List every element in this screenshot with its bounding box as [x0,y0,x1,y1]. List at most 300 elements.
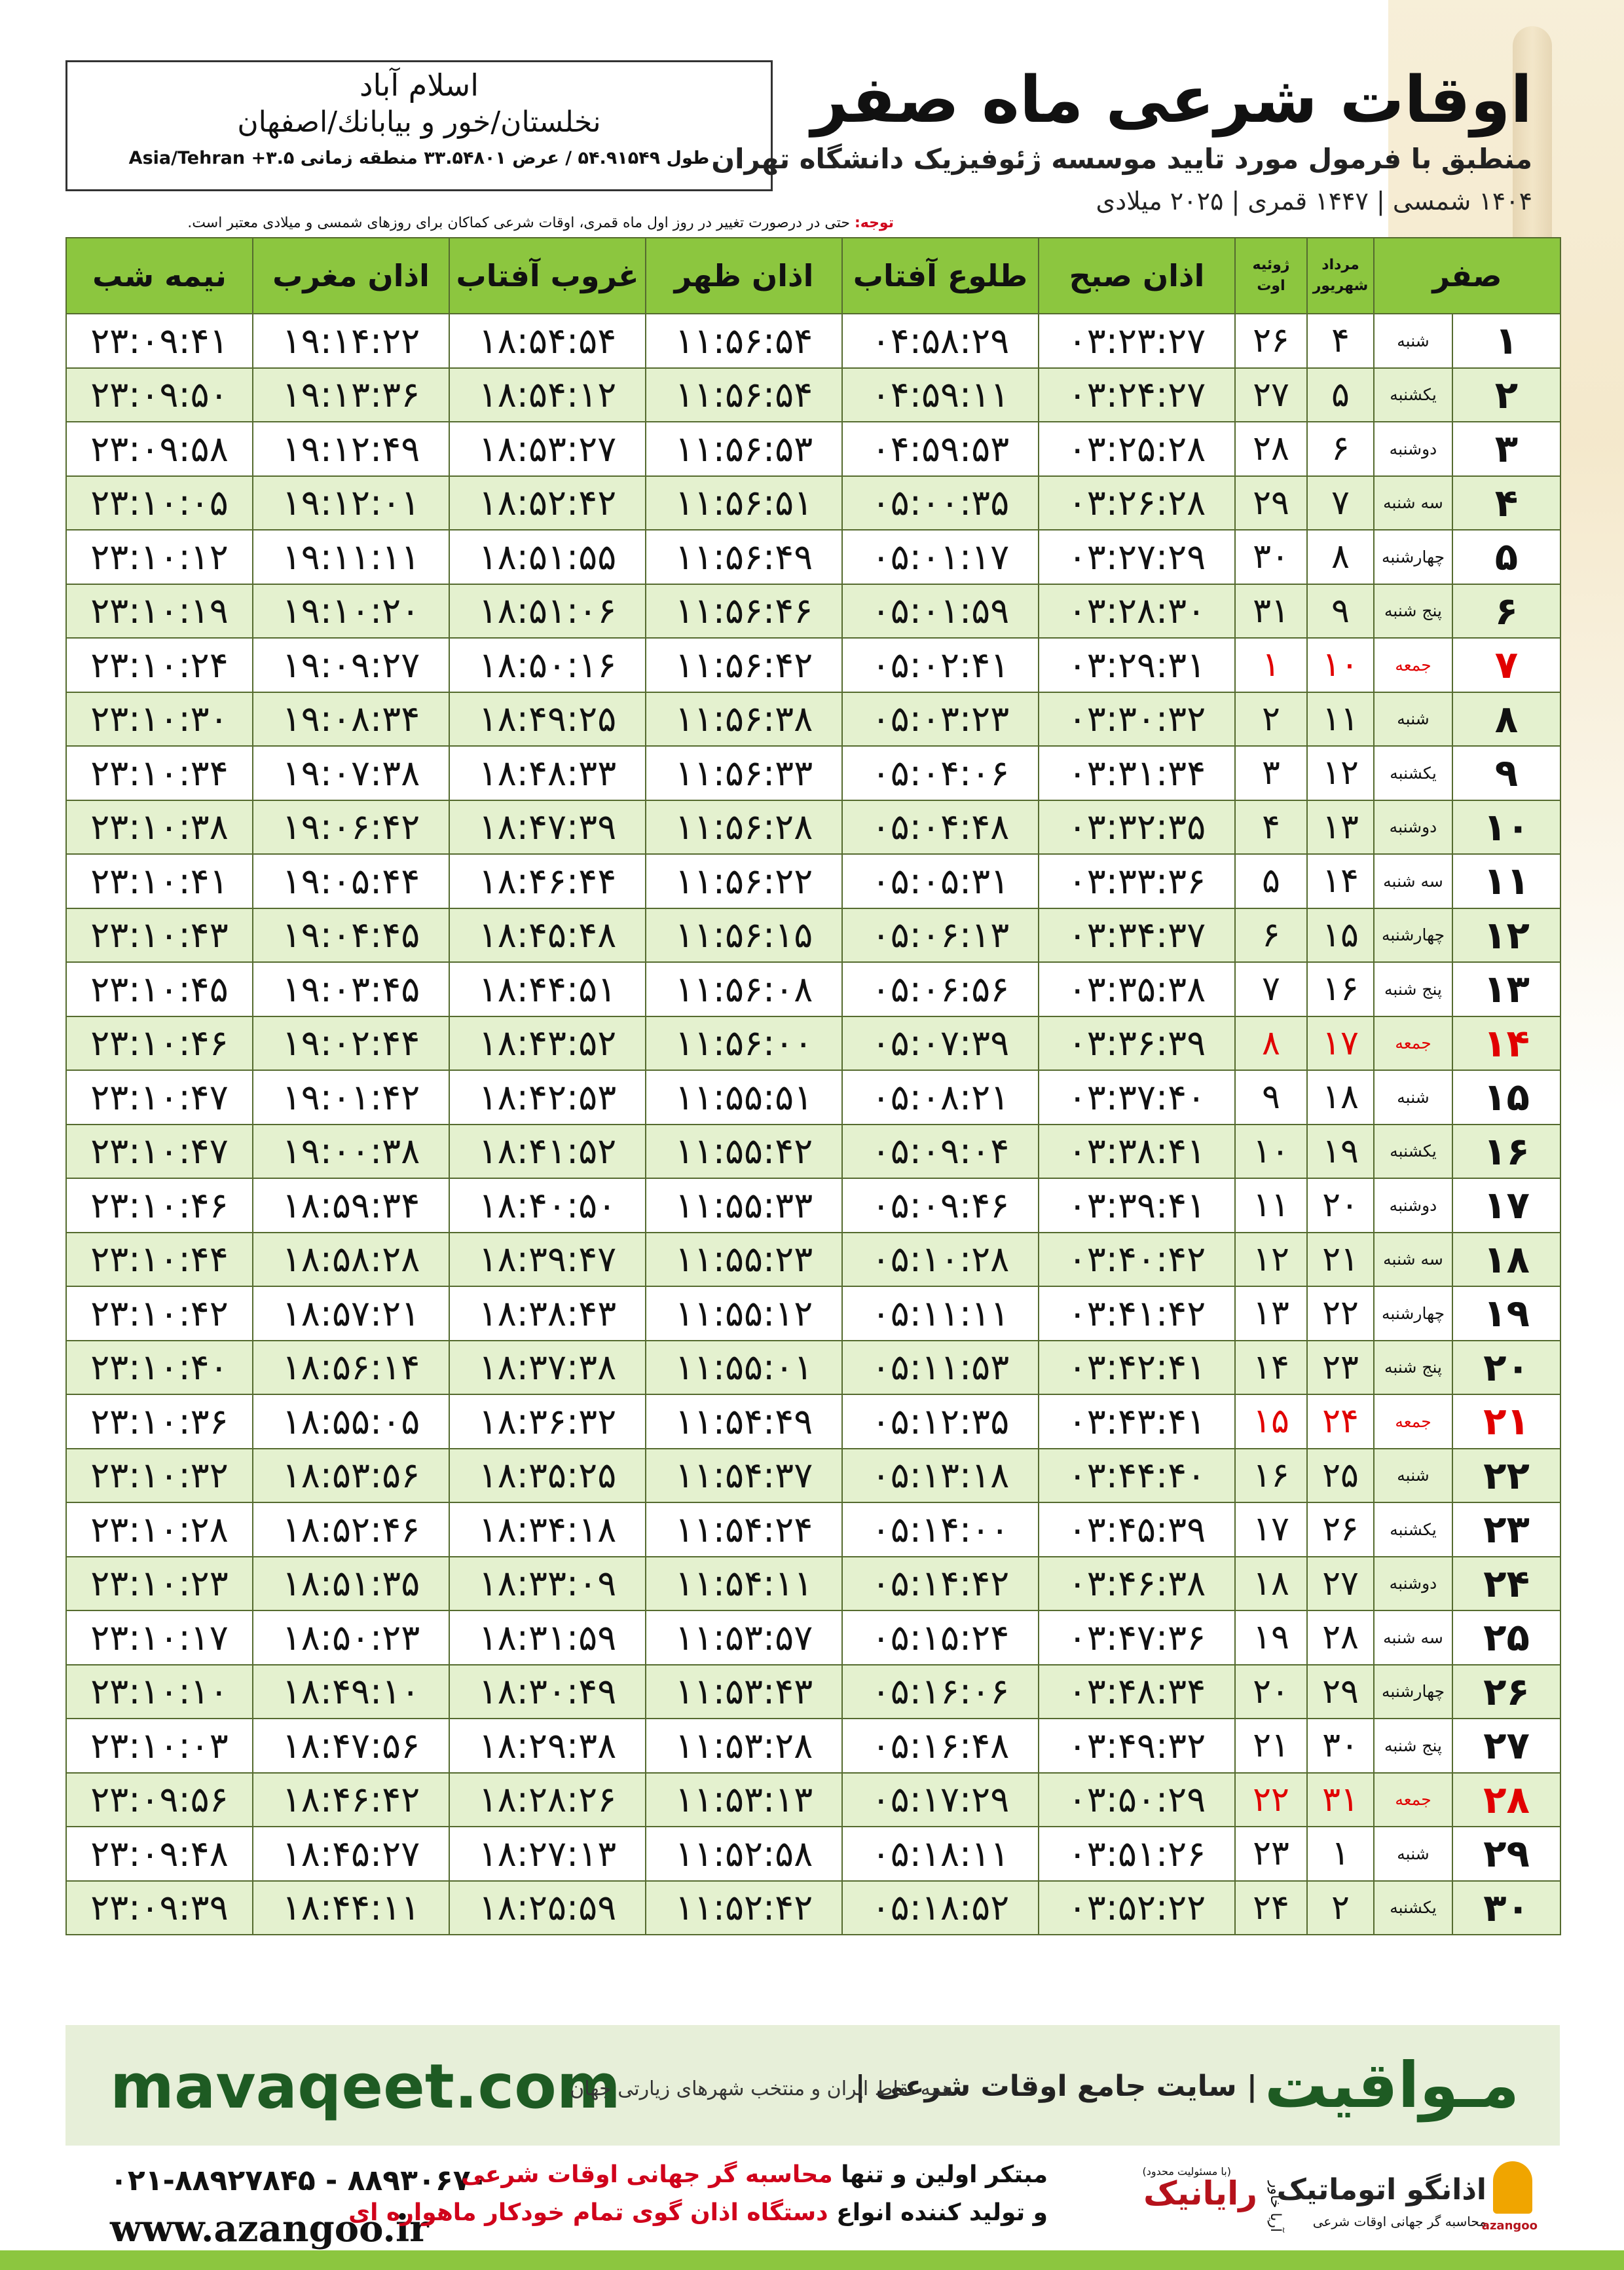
table-body [66,314,1560,1935]
header-midnight: نیمه شب [66,238,253,314]
dhuhr-time-cell: ۱۱:۵۶:۲۸ [646,800,842,855]
midnight-time-cell: ۲۳:۱۰:۰۵ [66,476,253,530]
weekday-cell: پنج شنبه [1374,962,1452,1016]
site-url-link[interactable]: mavaqeet.com [110,2051,621,2123]
maghrib-time-cell: ۱۸:۴۶:۴۲ [253,1773,449,1827]
greg-date-cell: ۵ [1235,854,1307,908]
table-row [66,1665,1560,1719]
weekday-cell: چهارشنبه [1374,908,1452,963]
day-cell: ۲۴ [1452,1557,1560,1611]
midnight-time-cell: ۲۳:۱۰:۲۸ [66,1502,253,1557]
maghrib-time-cell: ۱۸:۵۶:۱۴ [253,1341,449,1395]
weekday-cell: دوشنبه [1374,800,1452,855]
midnight-time-cell: ۲۳:۱۰:۲۳ [66,1557,253,1611]
day-cell: ۲۱ [1452,1394,1560,1449]
table-row [66,1773,1560,1827]
midnight-time-cell: ۲۳:۱۰:۰۳ [66,1719,253,1773]
sunrise-time-cell: ۰۵:۰۸:۲۱ [842,1070,1039,1125]
azangoo-icon [1493,2161,1532,2214]
sunset-time-cell: ۱۸:۲۵:۵۹ [449,1881,646,1935]
fajr-time-cell: ۰۳:۳۵:۳۸ [1039,962,1235,1016]
fajr-time-cell: ۰۳:۲۴:۲۷ [1039,368,1235,422]
weekday-cell: دوشنبه [1374,1178,1452,1233]
sunrise-time-cell: ۰۵:۰۵:۳۱ [842,854,1039,908]
promo-line-2 [348,2199,1048,2226]
sunset-time-cell: ۱۸:۳۷:۳۸ [449,1341,646,1395]
dhuhr-time-cell: ۱۱:۵۶:۴۶ [646,584,842,639]
fajr-time-cell: ۰۳:۳۶:۳۹ [1039,1016,1235,1071]
day-cell: ۸ [1452,692,1560,747]
phone-numbers: ۰۲۱-۸۸۹۲۷۸۴۵ - ۸۸۹۳۰۶۷۰ [110,2164,489,2197]
table-row [66,476,1560,530]
table-row [66,908,1560,963]
table-row [66,368,1560,422]
table-row [66,584,1560,639]
fajr-time-cell: ۰۳:۴۱:۴۲ [1039,1286,1235,1341]
maghrib-time-cell: ۱۹:۰۳:۴۵ [253,962,449,1016]
sunrise-time-cell: ۰۵:۱۳:۱۸ [842,1449,1039,1503]
dhuhr-time-cell: ۱۱:۵۶:۳۸ [646,692,842,747]
brand-description: | سایت جامع اوقات شرعی | [855,2070,1257,2103]
midnight-time-cell: ۲۳:۱۰:۱۷ [66,1610,253,1665]
maghrib-time-cell: ۱۸:۵۷:۲۱ [253,1286,449,1341]
maghrib-time-cell: ۱۹:۰۵:۴۴ [253,854,449,908]
solar-date-cell: ۱۲ [1307,746,1374,800]
fajr-time-cell: ۰۳:۵۲:۲۲ [1039,1881,1235,1935]
fajr-time-cell: ۰۳:۳۷:۴۰ [1039,1070,1235,1125]
midnight-time-cell: ۲۳:۱۰:۴۶ [66,1178,253,1233]
sunset-time-cell: ۱۸:۳۰:۴۹ [449,1665,646,1719]
day-cell: ۷ [1452,638,1560,692]
sunset-time-cell: ۱۸:۴۴:۵۱ [449,962,646,1016]
header-sunset: غروب آفتاب [449,238,646,314]
day-cell: ۱۰ [1452,800,1560,855]
fajr-time-cell: ۰۳:۲۹:۳۱ [1039,638,1235,692]
dhuhr-time-cell: ۱۱:۵۶:۱۵ [646,908,842,963]
dhuhr-time-cell: ۱۱:۵۶:۰۰ [646,1016,842,1071]
greg-date-cell: ۲۴ [1235,1881,1307,1935]
greg-date-cell: ۱۹ [1235,1610,1307,1665]
sunset-time-cell: ۱۸:۵۴:۱۲ [449,368,646,422]
weekday-cell: سه شنبه [1374,1610,1452,1665]
dhuhr-time-cell: ۱۱:۵۳:۴۳ [646,1665,842,1719]
greg-date-cell: ۴ [1235,800,1307,855]
sunrise-time-cell: ۰۵:۱۱:۱۱ [842,1286,1039,1341]
dhuhr-time-cell: ۱۱:۵۶:۴۹ [646,530,842,584]
table-row [66,638,1560,692]
header-fajr: اذان صبح [1039,238,1235,314]
weekday-cell: دوشنبه [1374,1557,1452,1611]
dhuhr-time-cell: ۱۱:۵۶:۵۴ [646,314,842,368]
note-label: توجه: [854,215,894,231]
midnight-time-cell: ۲۳:۱۰:۴۷ [66,1070,253,1125]
day-cell: ۱۳ [1452,962,1560,1016]
day-cell: ۶ [1452,584,1560,639]
day-cell: ۱۵ [1452,1070,1560,1125]
dhuhr-time-cell: ۱۱:۵۵:۲۳ [646,1233,842,1287]
bottom-bar [0,2250,1624,2270]
page-title: اوقات شرعی ماه صفر [811,63,1532,138]
fajr-time-cell: ۰۳:۳۳:۳۶ [1039,854,1235,908]
sunrise-time-cell: ۰۴:۵۸:۲۹ [842,314,1039,368]
solar-date-cell: ۲۴ [1307,1394,1374,1449]
maghrib-time-cell: ۱۸:۴۷:۵۶ [253,1719,449,1773]
fajr-time-cell: ۰۳:۲۸:۳۰ [1039,584,1235,639]
table-row [66,746,1560,800]
weekday-cell: شنبه [1374,692,1452,747]
day-cell: ۲۶ [1452,1665,1560,1719]
table-row [66,962,1560,1016]
fajr-time-cell: ۰۳:۵۱:۲۶ [1039,1827,1235,1881]
greg-date-cell: ۲۹ [1235,476,1307,530]
weekday-cell: شنبه [1374,1449,1452,1503]
sunset-time-cell: ۱۸:۵۴:۵۴ [449,314,646,368]
sunrise-time-cell: ۰۵:۱۸:۱۱ [842,1827,1039,1881]
dhuhr-time-cell: ۱۱:۵۶:۰۸ [646,962,842,1016]
location-box [65,60,773,191]
sunset-time-cell: ۱۸:۳۵:۲۵ [449,1449,646,1503]
maghrib-time-cell: ۱۹:۰۱:۴۲ [253,1070,449,1125]
dhuhr-time-cell: ۱۱:۵۶:۲۲ [646,854,842,908]
maghrib-time-cell: ۱۹:۰۹:۲۷ [253,638,449,692]
greg-date-cell: ۱۸ [1235,1557,1307,1611]
solar-date-cell: ۸ [1307,530,1374,584]
table-row [66,1827,1560,1881]
table-row [66,1178,1560,1233]
midnight-time-cell: ۲۳:۱۰:۴۶ [66,1016,253,1071]
midnight-time-cell: ۲۳:۱۰:۴۷ [66,1125,253,1179]
table-row [66,1070,1560,1125]
sunrise-time-cell: ۰۵:۱۵:۲۴ [842,1610,1039,1665]
dhuhr-time-cell: ۱۱:۵۶:۵۳ [646,422,842,476]
note [187,215,894,231]
fajr-time-cell: ۰۳:۴۸:۳۴ [1039,1665,1235,1719]
table-row [66,1449,1560,1503]
midnight-time-cell: ۲۳:۱۰:۳۲ [66,1449,253,1503]
fajr-time-cell: ۰۳:۲۵:۲۸ [1039,422,1235,476]
solar-date-cell: ۲۱ [1307,1233,1374,1287]
sunset-time-cell: ۱۸:۳۸:۴۳ [449,1286,646,1341]
solar-date-cell: ۲۲ [1307,1286,1374,1341]
sunrise-time-cell: ۰۵:۱۶:۰۶ [842,1665,1039,1719]
table-row [66,692,1560,747]
greg-date-cell: ۷ [1235,962,1307,1016]
midnight-time-cell: ۲۳:۱۰:۴۱ [66,854,253,908]
greg-date-cell: ۲۸ [1235,422,1307,476]
table-row [66,1286,1560,1341]
maghrib-time-cell: ۱۹:۱۲:۰۱ [253,476,449,530]
fajr-time-cell: ۰۳:۳۲:۳۵ [1039,800,1235,855]
sunset-time-cell: ۱۸:۴۱:۵۲ [449,1125,646,1179]
greg-date-cell: ۱ [1235,638,1307,692]
greg-date-cell: ۸ [1235,1016,1307,1071]
fajr-time-cell: ۰۳:۴۷:۳۶ [1039,1610,1235,1665]
maghrib-time-cell: ۱۹:۰۸:۳۴ [253,692,449,747]
solar-date-cell: ۱۰ [1307,638,1374,692]
maghrib-time-cell: ۱۹:۰۰:۳۸ [253,1125,449,1179]
day-cell: ۱۶ [1452,1125,1560,1179]
table-row [66,314,1560,368]
solar-date-cell: ۱۹ [1307,1125,1374,1179]
fajr-time-cell: ۰۳:۴۰:۴۲ [1039,1233,1235,1287]
sunset-time-cell: ۱۸:۴۸:۳۳ [449,746,646,800]
dhuhr-time-cell: ۱۱:۵۶:۵۱ [646,476,842,530]
greg-date-cell: ۳۱ [1235,584,1307,639]
sunrise-time-cell: ۰۴:۵۹:۱۱ [842,368,1039,422]
sunrise-time-cell: ۰۵:۰۶:۵۶ [842,962,1039,1016]
sunset-time-cell: ۱۸:۴۷:۳۹ [449,800,646,855]
weekday-cell: شنبه [1374,1070,1452,1125]
greg-date-cell: ۲۱ [1235,1719,1307,1773]
table-row [66,1719,1560,1773]
fajr-time-cell: ۰۳:۳۴:۳۷ [1039,908,1235,963]
solar-date-cell: ۴ [1307,314,1374,368]
dhuhr-time-cell: ۱۱:۵۳:۲۸ [646,1719,842,1773]
midnight-time-cell: ۲۳:۰۹:۵۸ [66,422,253,476]
dhuhr-time-cell: ۱۱:۵۴:۴۹ [646,1394,842,1449]
greg-date-cell: ۲۳ [1235,1827,1307,1881]
sunset-time-cell: ۱۸:۴۲:۵۳ [449,1070,646,1125]
rayanik-side-text: آریا خاور [1267,2181,1283,2233]
sunrise-time-cell: ۰۵:۱۱:۵۳ [842,1341,1039,1395]
dhuhr-time-cell: ۱۱:۵۳:۱۳ [646,1773,842,1827]
sunrise-time-cell: ۰۵:۰۱:۵۹ [842,584,1039,639]
solar-date-cell: ۳۱ [1307,1773,1374,1827]
midnight-time-cell: ۲۳:۰۹:۴۱ [66,314,253,368]
day-cell: ۲۸ [1452,1773,1560,1827]
weekday-cell: یکشنبه [1374,1502,1452,1557]
coordinates: طول ۵۴.۹۱۵۴۹ / عرض ۳۳.۵۴۸۰۱ منطقه زمانی ۳.۵+ Asia/Tehran [128,148,710,168]
page-subtitle: منطبق با فرمول مورد تایید موسسه ژئوفیزیک دانشگاه تهران [711,143,1532,175]
year-dates: ۱۴۰۴ شمسی | ۱۴۴۷ قمری | ۲۰۲۵ میلادی [1096,187,1532,215]
solar-date-cell: ۱ [1307,1827,1374,1881]
table-row [66,1233,1560,1287]
weekday-cell: سه شنبه [1374,1233,1452,1287]
fajr-time-cell: ۰۳:۴۳:۴۱ [1039,1394,1235,1449]
day-cell: ۹ [1452,746,1560,800]
midnight-time-cell: ۲۳:۱۰:۱۰ [66,1665,253,1719]
maghrib-time-cell: ۱۸:۵۹:۳۴ [253,1178,449,1233]
sunset-time-cell: ۱۸:۳۹:۴۷ [449,1233,646,1287]
sunrise-time-cell: ۰۵:۰۱:۱۷ [842,530,1039,584]
sunrise-time-cell: ۰۵:۰۷:۳۹ [842,1016,1039,1071]
weekday-cell: پنج شنبه [1374,1719,1452,1773]
table-row [66,1394,1560,1449]
weekday-cell: سه شنبه [1374,476,1452,530]
table-row [66,854,1560,908]
fajr-time-cell: ۰۳:۴۹:۳۲ [1039,1719,1235,1773]
table-row [66,1881,1560,1935]
midnight-time-cell: ۲۳:۱۰:۲۴ [66,638,253,692]
weekday-cell: پنج شنبه [1374,1341,1452,1395]
solar-date-cell: ۳۰ [1307,1719,1374,1773]
greg-date-cell: ۶ [1235,908,1307,963]
sunrise-time-cell: ۰۵:۰۴:۰۶ [842,746,1039,800]
midnight-time-cell: ۲۳:۱۰:۴۲ [66,1286,253,1341]
website-link[interactable]: www.azangoo.ir [110,2207,429,2250]
midnight-time-cell: ۲۳:۱۰:۳۸ [66,800,253,855]
fajr-time-cell: ۰۳:۲۳:۲۷ [1039,314,1235,368]
dhuhr-time-cell: ۱۱:۵۴:۳۷ [646,1449,842,1503]
brand-logo: مـواقیت [1264,2049,1519,2122]
solar-date-cell: ۲۰ [1307,1178,1374,1233]
solar-date-cell: ۱۷ [1307,1016,1374,1071]
day-cell: ۱۸ [1452,1233,1560,1287]
maghrib-time-cell: ۱۸:۵۵:۰۵ [253,1394,449,1449]
city-name: اسلام آباد [360,67,479,103]
day-cell: ۳۰ [1452,1881,1560,1935]
day-cell: ۲۵ [1452,1610,1560,1665]
solar-date-cell: ۲۶ [1307,1502,1374,1557]
brand-subtext: همه نقاط ایران و منتخب شهرهای زیارتی جهان [570,2077,953,2100]
sunrise-time-cell: ۰۵:۱۷:۲۹ [842,1773,1039,1827]
weekday-cell: جمعه [1374,638,1452,692]
solar-date-cell: ۷ [1307,476,1374,530]
table-row [66,1557,1560,1611]
solar-date-cell: ۲۹ [1307,1665,1374,1719]
promo-2-highlight: دستگاه اذان گوی تمام خودکار ماهواره ای [348,2199,828,2226]
sunrise-time-cell: ۰۵:۱۴:۰۰ [842,1502,1039,1557]
greg-date-cell: ۲۶ [1235,314,1307,368]
maghrib-time-cell: ۱۹:۰۶:۴۲ [253,800,449,855]
sunrise-time-cell: ۰۵:۰۹:۴۶ [842,1178,1039,1233]
weekday-cell: یکشنبه [1374,1881,1452,1935]
fajr-time-cell: ۰۳:۴۴:۴۰ [1039,1449,1235,1503]
table-row [66,422,1560,476]
solar-date-cell: ۲۷ [1307,1557,1374,1611]
sunset-time-cell: ۱۸:۵۱:۵۵ [449,530,646,584]
maghrib-time-cell: ۱۸:۴۴:۱۱ [253,1881,449,1935]
maghrib-time-cell: ۱۹:۰۷:۳۸ [253,746,449,800]
midnight-time-cell: ۲۳:۱۰:۴۰ [66,1341,253,1395]
sunrise-time-cell: ۰۵:۱۴:۴۲ [842,1557,1039,1611]
header-sunrise: طلوع آفتاب [842,238,1039,314]
day-cell: ۱۷ [1452,1178,1560,1233]
greg-date-cell: ۳۰ [1235,530,1307,584]
weekday-cell: جمعه [1374,1394,1452,1449]
header-day: صفر [1374,238,1560,314]
day-cell: ۲۷ [1452,1719,1560,1773]
solar-date-cell: ۵ [1307,368,1374,422]
azangoo-name: azangoo [1481,2219,1538,2233]
solar-date-cell: ۱۸ [1307,1070,1374,1125]
azangoo-logo: اذانگو اتوماتیک [1276,2173,1486,2206]
sunrise-time-cell: ۰۵:۱۲:۳۵ [842,1394,1039,1449]
day-cell: ۲۰ [1452,1341,1560,1395]
midnight-time-cell: ۲۳:۰۹:۵۰ [66,368,253,422]
weekday-cell: جمعه [1374,1773,1452,1827]
header-solar-text: مرداد شهریور [1312,257,1369,294]
solar-date-cell: ۹ [1307,584,1374,639]
fajr-time-cell: ۰۳:۵۰:۲۹ [1039,1773,1235,1827]
solar-date-cell: ۱۱ [1307,692,1374,747]
sunset-time-cell: ۱۸:۵۲:۴۲ [449,476,646,530]
greg-date-cell: ۱۷ [1235,1502,1307,1557]
maghrib-time-cell: ۱۸:۴۵:۲۷ [253,1827,449,1881]
day-cell: ۴ [1452,476,1560,530]
midnight-time-cell: ۲۳:۱۰:۱۹ [66,584,253,639]
weekday-cell: چهارشنبه [1374,1286,1452,1341]
table-row [66,800,1560,855]
day-cell: ۲۲ [1452,1449,1560,1503]
sunrise-time-cell: ۰۵:۰۲:۴۱ [842,638,1039,692]
solar-date-cell: ۱۶ [1307,962,1374,1016]
table-row [66,1610,1560,1665]
solar-date-cell: ۱۳ [1307,800,1374,855]
day-cell: ۱۱ [1452,854,1560,908]
maghrib-time-cell: ۱۹:۰۲:۴۴ [253,1016,449,1071]
day-cell: ۱۲ [1452,908,1560,963]
sunrise-time-cell: ۰۵:۱۸:۵۲ [842,1881,1039,1935]
weekday-cell: یکشنبه [1374,368,1452,422]
sunset-time-cell: ۱۸:۵۳:۲۷ [449,422,646,476]
maghrib-time-cell: ۱۹:۰۴:۴۵ [253,908,449,963]
rayanik-tag: (با مسئولیت محدود) [1142,2165,1231,2178]
dhuhr-time-cell: ۱۱:۵۵:۵۱ [646,1070,842,1125]
sunset-time-cell: ۱۸:۳۱:۵۹ [449,1610,646,1665]
solar-date-cell: ۲۳ [1307,1341,1374,1395]
day-cell: ۱۴ [1452,1016,1560,1071]
greg-date-cell: ۹ [1235,1070,1307,1125]
header-dhuhr: اذان ظهر [646,238,842,314]
day-cell: ۲۳ [1452,1502,1560,1557]
sunset-time-cell: ۱۸:۴۹:۲۵ [449,692,646,747]
maghrib-time-cell: ۱۹:۱۱:۱۱ [253,530,449,584]
dhuhr-time-cell: ۱۱:۵۵:۴۲ [646,1125,842,1179]
fajr-time-cell: ۰۳:۳۱:۳۴ [1039,746,1235,800]
table-row [66,1341,1560,1395]
midnight-time-cell: ۲۳:۰۹:۴۸ [66,1827,253,1881]
greg-date-cell: ۱۶ [1235,1449,1307,1503]
rayanik-logo: رایانیک [1143,2174,1257,2212]
table-row [66,1125,1560,1179]
greg-date-cell: ۱۴ [1235,1341,1307,1395]
sunset-time-cell: ۱۸:۵۱:۰۶ [449,584,646,639]
day-cell: ۳ [1452,422,1560,476]
promo-1-text: مبتکر اولین و تنها [832,2161,1048,2188]
fajr-time-cell: ۰۳:۴۲:۴۱ [1039,1341,1235,1395]
weekday-cell: شنبه [1374,314,1452,368]
fajr-time-cell: ۰۳:۴۶:۳۸ [1039,1557,1235,1611]
sunrise-time-cell: ۰۵:۱۶:۴۸ [842,1719,1039,1773]
sunset-time-cell: ۱۸:۳۶:۳۲ [449,1394,646,1449]
weekday-cell: پنج شنبه [1374,584,1452,639]
promo-2-text: و تولید کننده انواع [828,2199,1048,2226]
greg-date-cell: ۲۷ [1235,368,1307,422]
midnight-time-cell: ۲۳:۱۰:۱۲ [66,530,253,584]
dhuhr-time-cell: ۱۱:۵۳:۵۷ [646,1610,842,1665]
azangoo-subtext: محاسبه گر جهانی اوقات شرعی [1312,2214,1486,2229]
dhuhr-time-cell: ۱۱:۵۵:۰۱ [646,1341,842,1395]
solar-date-cell: ۲۸ [1307,1610,1374,1665]
header-maghrib: اذان مغرب [253,238,449,314]
sunset-time-cell: ۱۸:۴۵:۴۸ [449,908,646,963]
sunset-time-cell: ۱۸:۴۶:۴۴ [449,854,646,908]
maghrib-time-cell: ۱۹:۱۴:۲۲ [253,314,449,368]
solar-date-cell: ۶ [1307,422,1374,476]
note-text: حتی در درصورت تغییر در روز اول ماه قمری، اوقات شرعی کماکان برای روزهای شمسی و میلادی معتبر است. [187,215,850,231]
sunset-time-cell: ۱۸:۵۰:۱۶ [449,638,646,692]
maghrib-time-cell: ۱۸:۴۹:۱۰ [253,1665,449,1719]
solar-date-cell: ۱۴ [1307,854,1374,908]
dhuhr-time-cell: ۱۱:۵۲:۵۸ [646,1827,842,1881]
header-greg [1235,238,1307,314]
weekday-cell: چهارشنبه [1374,1665,1452,1719]
sunset-time-cell: ۱۸:۴۳:۵۲ [449,1016,646,1071]
header-solar [1307,238,1374,314]
maghrib-time-cell: ۱۸:۵۲:۴۶ [253,1502,449,1557]
greg-date-cell: ۱۳ [1235,1286,1307,1341]
